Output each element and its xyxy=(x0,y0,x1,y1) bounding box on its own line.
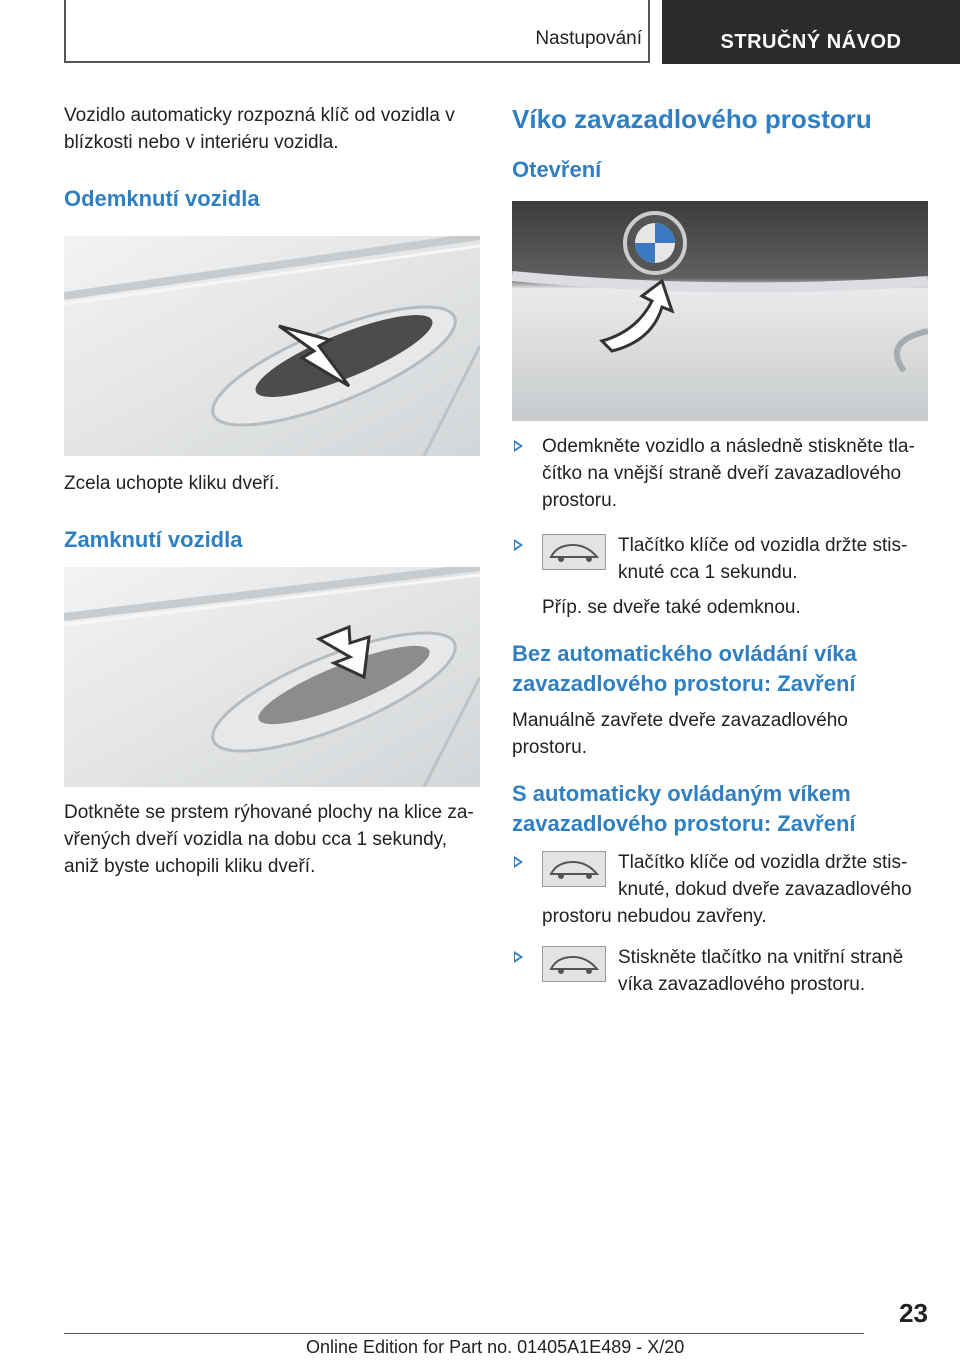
car-trunk-key-icon xyxy=(542,851,606,887)
car-trunk-button-icon xyxy=(542,946,606,982)
bullet-key-close-text: Tlačítko klíče od vozidla držte stis-knuté, dokud dveře zavazadlového prostoru nebudou zavřeny. xyxy=(542,852,912,927)
lock-text: Dotkněte se prstem rýhované plochy na klice za-vřených dveří vozidla na dobu cca 1 sekundy, aniž byste uchopili kliku dveří. xyxy=(64,802,474,877)
bullet-key-open-note: Příp. se dveře také odemknou. xyxy=(542,597,801,618)
car-trunk-key-icon xyxy=(542,534,606,570)
intro-text: Vozidlo automaticky rozpozná klíč od vozidla v blízkosti nebo v interiéru vozidla. xyxy=(64,105,455,153)
bullet-triangle-icon xyxy=(514,951,523,963)
manual-close-heading: Bez automatického ovládání víka zavazadlového prostoru: Zavření xyxy=(512,641,857,696)
bullet-triangle-icon xyxy=(514,856,523,868)
header-tab-label: STRUČNÝ NÁVOD xyxy=(720,31,902,53)
bullet-open-tailgate xyxy=(512,433,928,514)
header-tab xyxy=(662,0,960,64)
bullet-open-text: Odemkněte vozidlo a následně stiskněte tla-čítko na vnější straně dveří zavazadlového prostoru. xyxy=(542,436,915,511)
unlock-heading: Odemknutí vozidla xyxy=(64,186,260,211)
bullet-triangle-icon xyxy=(514,440,523,452)
manual-close-text: Manuálně zavřete dveře zavazadlového prostoru. xyxy=(512,710,848,758)
lock-heading: Zamknutí vozidla xyxy=(64,527,243,552)
tailgate-title: Víko zavazadlového prostoru xyxy=(512,104,872,134)
footer-divider xyxy=(64,1333,864,1334)
left-column xyxy=(64,100,482,880)
open-heading: Otevření xyxy=(512,157,602,182)
page-number: 23 xyxy=(899,1298,928,1328)
bullet-key-close xyxy=(512,849,928,930)
auto-close-heading: S automaticky ovládaným víkem zavazadlového prostoru: Zavření xyxy=(512,781,856,836)
right-column xyxy=(512,100,928,998)
bullet-inner-button-text: Stiskněte tlačítko na vnitřní straně víka zavazadlového prostoru. xyxy=(618,947,904,995)
bullet-triangle-icon xyxy=(514,539,523,551)
bullet-key-open-text: Tlačítko klíče od vozidla držte stis-knuté cca 1 sekundu. xyxy=(618,535,908,583)
unlock-text: Zcela uchopte kliku dveří. xyxy=(64,473,280,494)
door-handle-unlock-image xyxy=(64,236,480,456)
footer-edition: Online Edition for Part no. 01405A1E489 - X/20 xyxy=(306,1337,685,1357)
bullet-inner-button xyxy=(512,944,928,998)
tailgate-button-image xyxy=(512,201,928,421)
header-section-title: Nastupování xyxy=(535,28,642,49)
bullet-key-open xyxy=(512,532,928,621)
door-handle-lock-image xyxy=(64,567,480,787)
